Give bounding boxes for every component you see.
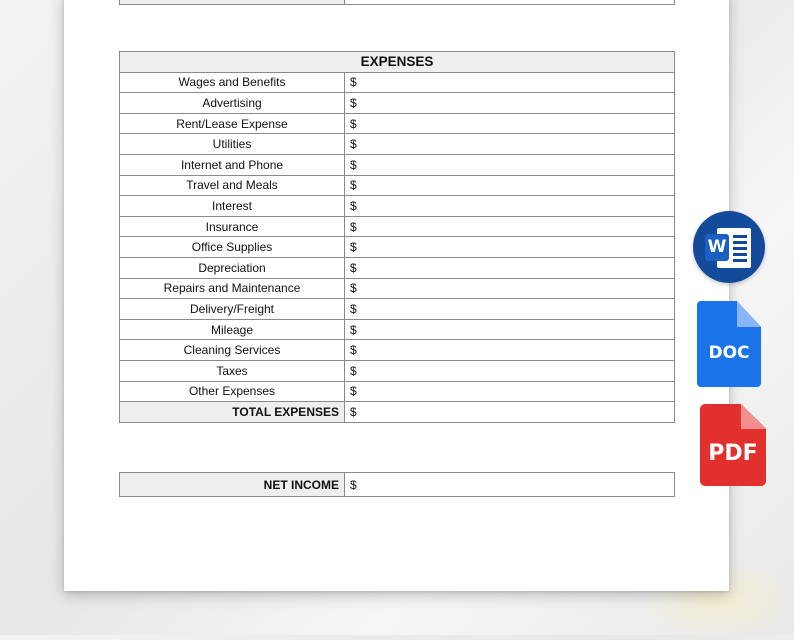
expense-label: Cleaning Services [120,340,345,361]
expense-row [120,237,675,258]
expense-value[interactable]: $ [345,154,675,175]
expense-label: Repairs and Maintenance [120,278,345,299]
expense-row [120,216,675,237]
expense-row [120,278,675,299]
expense-label: Interest [120,196,345,217]
net-income-table [119,472,675,497]
expense-label: Insurance [120,216,345,237]
expense-row [120,319,675,340]
word-app-icon[interactable] [693,211,765,283]
expense-row [120,113,675,134]
expense-value[interactable]: $ [345,340,675,361]
doc-label: DOC [708,343,750,363]
pdf-label: PDF [708,441,758,466]
expense-label: Travel and Meals [120,175,345,196]
expense-row [120,134,675,155]
expense-label: Utilities [120,134,345,155]
expense-label: Rent/Lease Expense [120,113,345,134]
expense-value[interactable]: $ [345,360,675,381]
expense-row [120,72,675,93]
expense-value[interactable]: $ [345,175,675,196]
total-expenses-label: TOTAL EXPENSES [120,402,345,423]
expense-value[interactable]: $ [345,299,675,320]
expense-label: Office Supplies [120,237,345,258]
expense-value[interactable]: $ [345,319,675,340]
expenses-table [119,51,675,423]
expense-row [120,93,675,114]
pdf-corner-fold [741,404,766,429]
expense-value[interactable]: $ [345,113,675,134]
expense-value[interactable]: $ [345,72,675,93]
net-income-row [120,473,675,497]
expense-row [120,154,675,175]
expenses-header-row [120,52,675,73]
expense-row [120,175,675,196]
expenses-title: EXPENSES [120,52,675,73]
expense-label: Taxes [120,360,345,381]
total-expenses-value[interactable]: $ [345,402,675,423]
document-page [64,0,729,591]
expense-value[interactable]: $ [345,237,675,258]
expense-value[interactable]: $ [345,93,675,114]
expense-label: Other Expenses [120,381,345,402]
expense-label: Mileage [120,319,345,340]
expense-row [120,196,675,217]
expense-label: Depreciation [120,257,345,278]
expense-row [120,299,675,320]
expense-row [120,381,675,402]
word-letter: W [705,234,729,261]
expense-value[interactable]: $ [345,196,675,217]
gross-revenue-label [120,0,345,5]
expense-label: Delivery/Freight [120,299,345,320]
total-expenses-row [120,402,675,423]
expense-row [120,360,675,381]
gross-revenue-value[interactable] [345,0,675,5]
expense-value[interactable]: $ [345,216,675,237]
gross-revenue-row [120,0,675,5]
expense-value[interactable]: $ [345,381,675,402]
expense-row [120,340,675,361]
expense-label: Advertising [120,93,345,114]
net-income-value[interactable]: $ [345,473,675,497]
gross-revenue-table [119,0,675,5]
expense-value[interactable]: $ [345,134,675,155]
expense-label: Wages and Benefits [120,72,345,93]
expense-label: Internet and Phone [120,154,345,175]
net-income-label: NET INCOME [120,473,345,497]
expense-value[interactable]: $ [345,257,675,278]
expense-value[interactable]: $ [345,278,675,299]
expense-row [120,257,675,278]
